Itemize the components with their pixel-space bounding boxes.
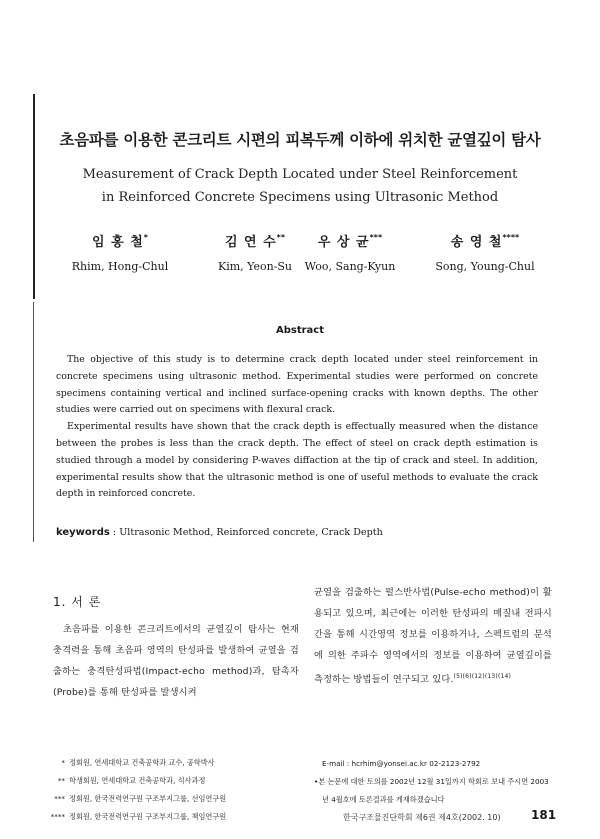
intro-right-text: 균열을 검출하는 펄스반사법(Pulse-echo method)이 활용되고 있으며, 최근에는 이러한 탄성파의 매질내 전파시간을 통해 시간영역 정보를 이용하거나, 스펙트럼의 분석에 의한 주파수 영역에서의 정보를 이용하여 균열깊이를 측정하는 방법들이 연구되고 있다.	[314, 587, 552, 685]
abstract-heading: Abstract	[275, 325, 325, 336]
author-name-kr: 우 상 균	[317, 235, 370, 250]
footnote-text: 정회원, 연세대학교 건축공학과 교수, 공학박사	[69, 758, 215, 767]
section-heading: 1. 서 론	[53, 595, 102, 609]
discussion-note: •본 논문에 대한 토의를 2002년 12월 31일까지 학회로 보내 주시면 2003년 4월호에 토론결과를 게재하겠습니다	[314, 777, 549, 804]
author-name-en: Rhim, Hong-Chul	[71, 260, 169, 273]
left-margin-rule-secondary	[33, 302, 34, 542]
keywords-label: keywords	[56, 527, 110, 538]
title-english-line-2: in Reinforced Concrete Specimens using Ultrasonic Method	[101, 190, 499, 205]
author-1	[55, 231, 185, 273]
author-mark: ***	[369, 233, 383, 242]
abstract-paragraph-1: The objective of this study is to determine crack depth located under steel reinforcement in concrete specimens using ultrasonic method. Experimental studies were performed on concrete specimens containing vertical and inclined surface-opening cracks with known depths. The other studies were carried out on specimens with flexural crack.	[56, 354, 538, 416]
footnote	[49, 808, 299, 826]
author-name-kr: 송 영 철	[450, 235, 503, 250]
author-name-en: Woo, Sang-Kyun	[304, 260, 396, 273]
footnote	[49, 790, 299, 808]
keywords-text: Ultrasonic Method, Reinforced concrete, Crack Depth	[119, 527, 383, 538]
author-footnotes	[49, 754, 299, 826]
author-mark: ****	[502, 233, 520, 242]
intro-right-references: (5)(6)(12)(13)(14)	[453, 673, 512, 680]
abstract-paragraph-2: Experimental results have shown that the crack depth is effectually measured when the distance between the probes is less than the crack depth. The effect of steel on crack depth estimation is studied through a model by considering P-waves diffaction at the tip of crack and steel. In addition, experimental results show that the ultrasonic method is one of useful methods to evaluate the crack depth in reinforced concrete.	[56, 421, 538, 500]
footnote-mark: ****	[50, 812, 65, 821]
footnote-mark: **	[57, 776, 65, 785]
page-number: 181	[531, 808, 557, 822]
intro-left-column: 초음파를 이용한 콘크리트에서의 균열깊이 탐사는 현재 충격력을 통해 초음파 영역의 탄성파를 발생하여 균열을 검출하는 충격탄성파법(Impact-echo method)과, 탐촉자(Probe)를 통해 탄성파를 발생시켜	[53, 624, 299, 698]
author-3	[295, 231, 405, 273]
author-4	[400, 231, 570, 273]
footnote-mark: *	[61, 758, 65, 767]
title-korean: 초음파를 이용한 콘크리트 시편의 피복두께 이하에 위치한 균열깊이 탐사	[59, 131, 541, 149]
author-name-kr: 임 홍 철	[92, 235, 144, 250]
footnote	[49, 754, 299, 772]
footnote-mark: ***	[54, 794, 65, 803]
keywords-separator: :	[109, 527, 120, 538]
keywords	[56, 527, 536, 538]
footnote-text: 정회원, 한국전력연구원 구조부지그룹, 선임연구원	[69, 794, 227, 803]
footnote-text: 정회원, 한국전력연구원 구조부지그룹, 책임연구원	[69, 812, 227, 821]
author-name-en: Song, Young-Chul	[435, 260, 535, 273]
footer-journal: 한국구조물진단학회 제6권 제4호(2002. 10)	[343, 813, 501, 822]
title-english-line-1: Measurement of Crack Depth Located under Steel Reinforcement	[82, 167, 518, 182]
footnote-text: 학생회원, 연세대학교 건축공학과, 석사과정	[69, 776, 206, 785]
author-mark: **	[276, 233, 286, 242]
author-name-en: Kim, Yeon-Su	[217, 260, 293, 273]
contact-notes	[314, 755, 554, 809]
abstract-body	[56, 352, 538, 503]
intro-right-column	[314, 582, 552, 690]
author-name-kr: 김 연 수	[224, 235, 277, 250]
author-mark: *	[143, 233, 148, 242]
footnote	[49, 772, 299, 790]
email-note: E-mail : hcrhim@yonsei.ac.kr 02-2123-2792	[322, 759, 481, 768]
